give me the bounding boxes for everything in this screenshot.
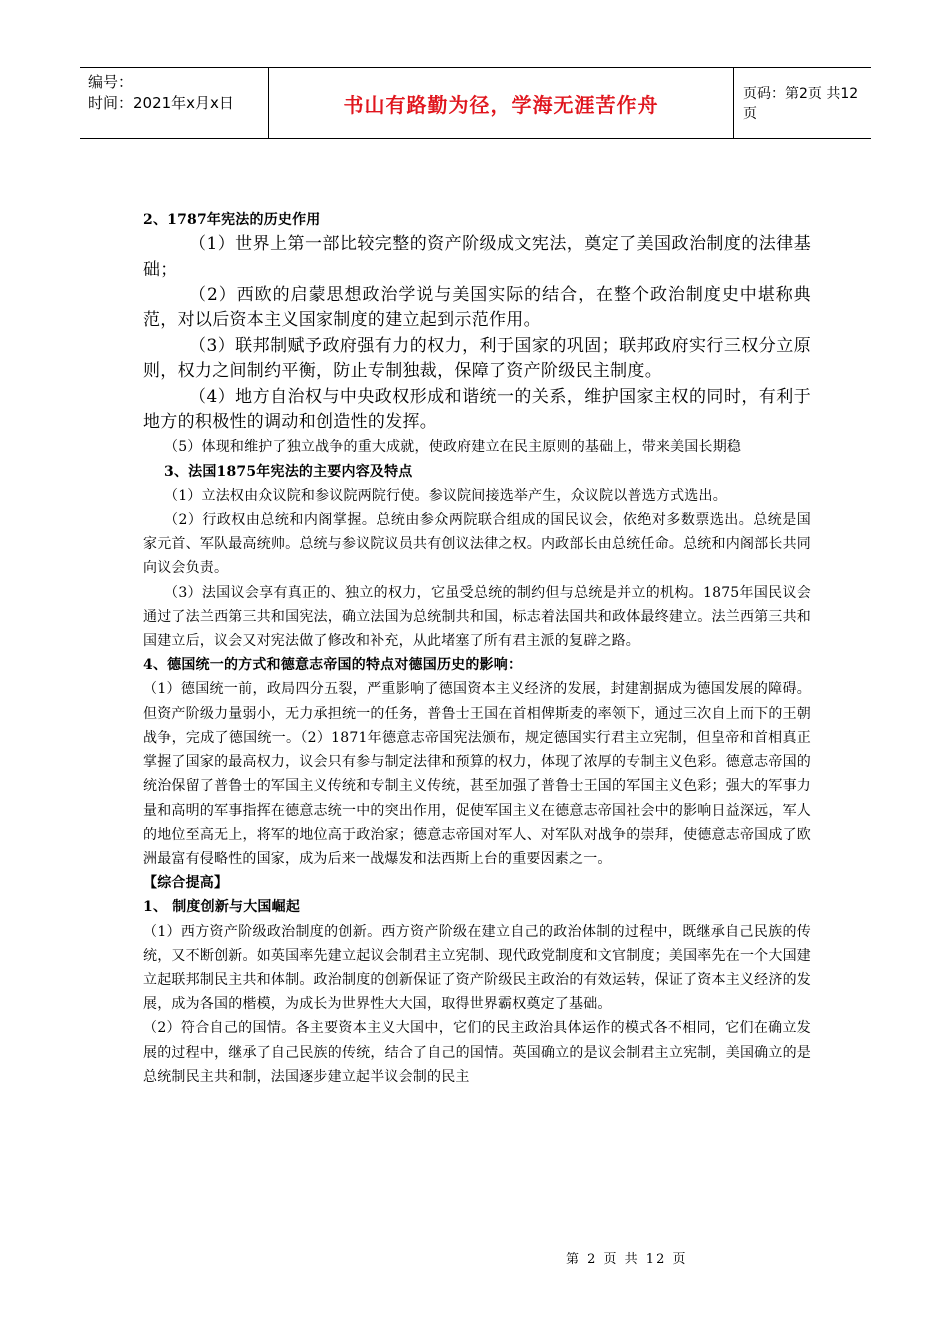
header-page-cell — [734, 68, 871, 138]
section-2-paragraph-3: （3）联邦制赋予政府强有力的权力，利于国家的巩固；联邦政府实行三权分立原则，权力之间制约平衡，防止专制独裁，保障了资产阶级民主制度。 — [143, 335, 811, 382]
document-body — [143, 208, 811, 1089]
section-4-paragraph-1: （1）德国统一前，政局四分五裂，严重影响了德国资本主义经济的发展，封建割据成为德国发展的障碍。但资产阶级力量弱小，无力承担统一的任务，普鲁士王国在首相俾斯麦的率领下，通过三次自上而下的王朝战争，完成了德国统一。（2）1871年德意志帝国宪法颁布，规定德国实行君主立宪制，但皇帝和首相真正掌握了国家的最高权力，议会只有参与制定法律和预算的权力，体现了浓厚的专制主义色彩。德意志帝国的统治保留了普鲁士的军国主义传统和专制主义传统，甚至加强了普鲁士王国的军国主义色彩；强大的军事力量和高明的军事指挥在德意志统一中的突出作用，促使军国主义在德意志帝国社会中的影响日益深远，军人的地位至高无上，将军的地位高于政治家；德意志帝国对军人、对军队对战争的崇拜，使德意志帝国成了欧洲最富有侵略性的国家，成为后来一战爆发和法西斯上台的重要因素之一。 — [143, 681, 811, 867]
header-motto: 书山有路勤为径，学海无涯苦作舟 — [343, 92, 659, 117]
section-3-paragraph-3: （3）法国议会享有真正的、独立的权力，它虽受总统的制约但与总统是并立的机构。1875年国民议会通过了法兰西第三共和国宪法，确立法国为总统制共和国，标志着法国共和政体最终建立。法兰西第三共和国建立后，议会又对宪法做了修改和补充，从此堵塞了所有君主派的复辟之路。 — [143, 584, 811, 650]
section-2-paragraph-4: （4）地方自治权与中央政权形成和谐统一的关系，维护国家主权的同时，有利于地方的积极性的调动和创造性的发挥。 — [143, 386, 811, 433]
page-header — [80, 67, 871, 139]
section-heading-comprehensive: 【综合提高】 — [143, 875, 229, 892]
section-5-paragraph-1: （1）西方资产阶级政治制度的创新。西方资产阶级在建立自己的政治体制的过程中，既继承自己民族的传统，又不断创新。如英国率先建立起议会制君主立宪制、现代政党制度和文官制度；美国率先在一个大国建立起联邦制民主共和体制。政治制度的创新保证了资产阶级民主政治的有效运转，保证了资本主义经济的发展，成为各国的楷模，为成长为世界性大大国，取得世界霸权奠定了基础。 — [143, 923, 811, 1013]
section-2-paragraph-5: （5）体现和维护了独立战争的重大成就，使政府建立在民主原则的基础上，带来美国长期稳 — [164, 439, 742, 456]
section-4-title: 4、德国统一的方式和德意志帝国的特点对德国历史的影响： — [143, 657, 523, 674]
section-2-paragraph-2: （2）西欧的启蒙思想政治学说与美国实际的结合，在整个政治制度史中堪称典范，对以后资本主义国家制度的建立起到示范作用。 — [143, 285, 811, 331]
section-3-paragraph-1: （1）立法权由众议院和参议院两院行使。参议院间接选举产生，众议院以普选方式选出。 — [164, 487, 727, 504]
page-footer: 第 2 页 共 12 页 — [566, 1252, 688, 1267]
section-5-title: 1、 制度创新与大国崛起 — [143, 899, 301, 916]
document-number-label: 编号： — [88, 73, 134, 91]
header-page-info: 页码：第2页 共12页 — [743, 86, 859, 122]
section-5-paragraph-2: （2）符合自己的国情。各主要资本主义大国中，它们的民主政治具体运作的模式各不相同，它们在确立发展的过程中，继承了自己民族的传统，结合了自己的国情。英国确立的是议会制君主立宪制，美国确立的是总统制民主共和制，法国逐步建立起半议会制的民主 — [143, 1020, 811, 1085]
section-3-paragraph-2: （2）行政权由总统和内阁掌握。总统由参众两院联合组成的国民议会，依绝对多数票选出。总统是国家元首、军队最高统帅。总统与参议院议员共有创议法律之权。内政部长由总统任命。总统和内阁部长共同向议会负责。 — [143, 512, 811, 577]
section-2-title: 2、1787年宪法的历史作用 — [143, 212, 321, 228]
header-motto-cell — [269, 68, 734, 138]
document-date: 时间：2021年x月x日 — [88, 94, 234, 112]
section-3-title: 3、法国1875年宪法的主要内容及特点 — [164, 463, 413, 480]
header-meta-cell — [80, 68, 269, 138]
section-2-paragraph-1: （1）世界上第一部比较完整的资产阶级成文宪法，奠定了美国政治制度的法律基础； — [143, 234, 811, 280]
